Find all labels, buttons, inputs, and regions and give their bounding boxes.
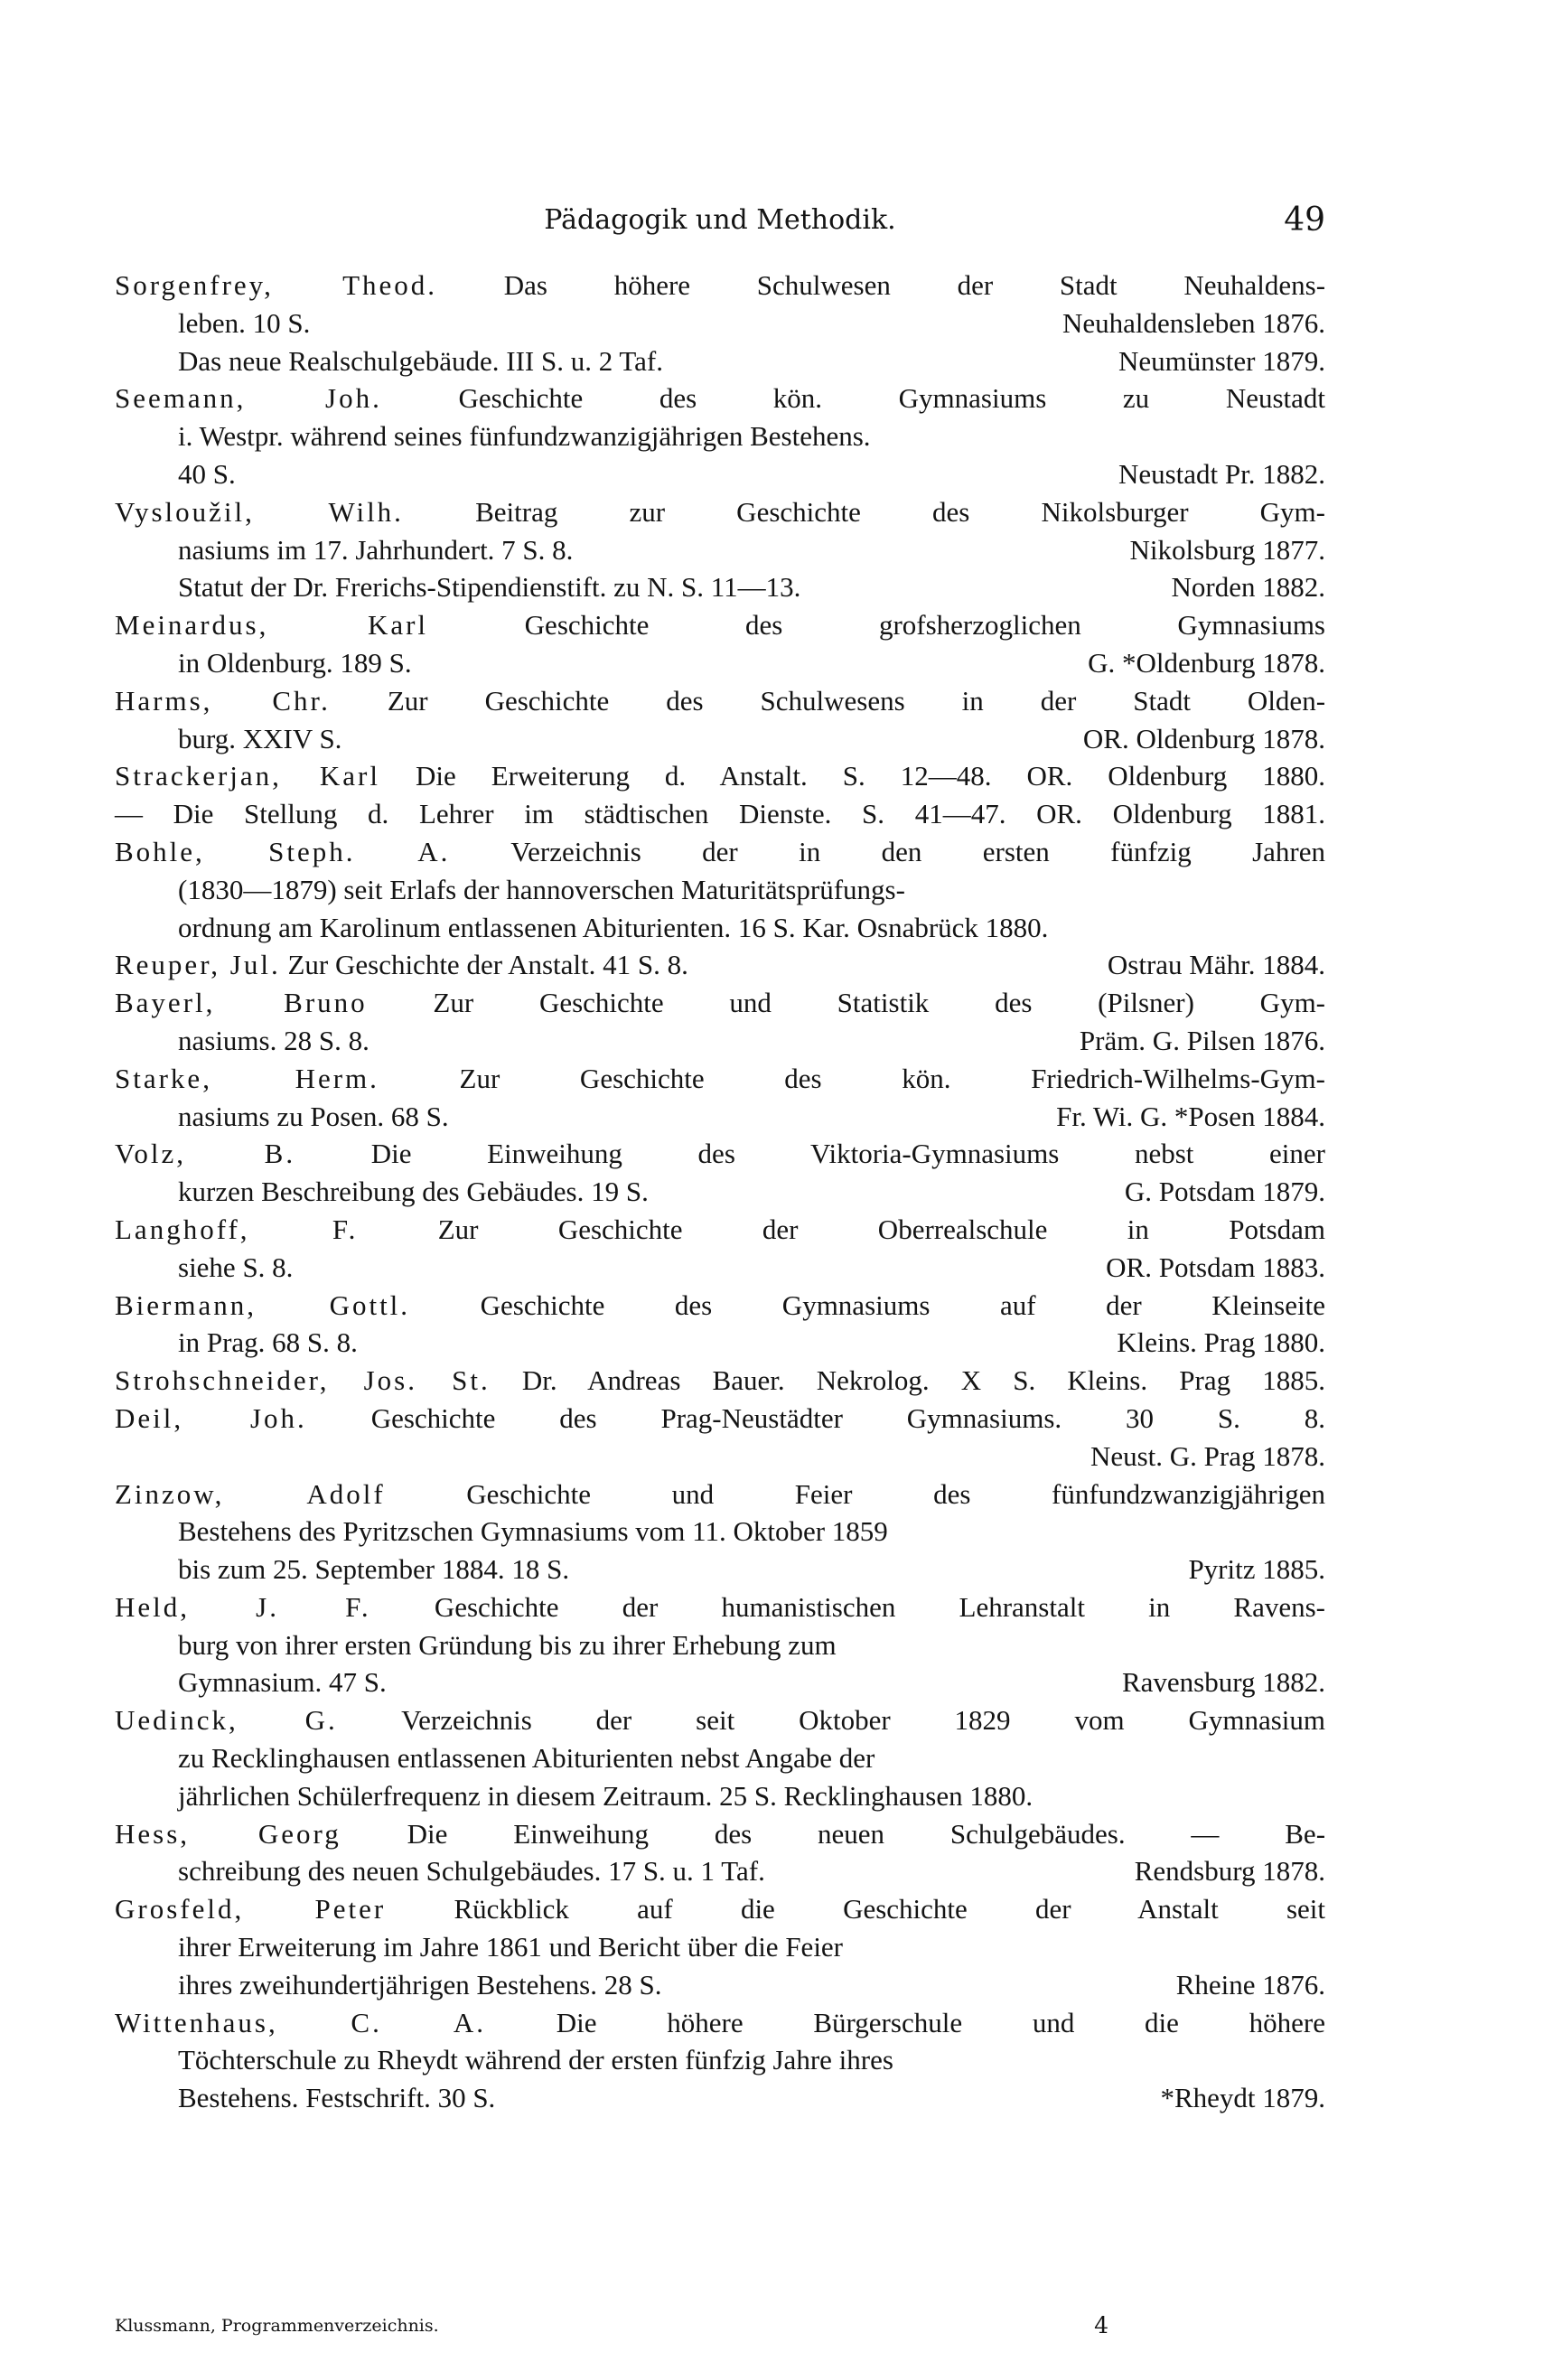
entry-author: Langhoff, F. (115, 1213, 359, 1245)
entry-text: schreibung des neuen Schulgebäudes. 17 S. u. 1 Taf. (178, 1855, 765, 1888)
entry-text: Gymnasium. 47 S. (178, 1666, 387, 1699)
entry-line (115, 606, 1325, 644)
entry-place-year: Neuhaldensleben 1876. (1062, 306, 1325, 339)
entry-author: Biermann, Gottl. (115, 1288, 411, 1321)
entry-text: Die höhere Bürgerschule und die höhere (556, 2006, 1326, 2038)
entry-place-year: Präm. G. Pilsen 1876. (1079, 1024, 1325, 1056)
entry-place-year: *Rheydt 1879. (1160, 2082, 1325, 2114)
entry-line (115, 1626, 1325, 1664)
entry-text: Verzeichnis der in den ersten fünfzig Jahren (510, 835, 1325, 867)
entry-text: Dr. Andreas Bauer. Nekrolog. X S. Kleins. Prag 1885. (521, 1364, 1325, 1397)
entry-text: Geschichte und Feier des fünfundzwanzigjährigen (466, 1477, 1326, 1510)
entry-text: siehe S. 8. (178, 1251, 294, 1283)
entry-line (115, 1852, 1325, 1890)
entry-text: in Oldenburg. 189 S. (178, 646, 412, 679)
entry-place-year: G. Potsdam 1879. (1124, 1176, 1325, 1208)
bibliography-entry (115, 682, 1325, 758)
entry-place-year: Kleins. Prag 1880. (1117, 1326, 1325, 1359)
footer (115, 2310, 1108, 2341)
entry-author: Seemann, Joh. (115, 382, 382, 415)
entry-text: Das neue Realschulgebäude. III S. u. 2 Taf. (178, 344, 664, 377)
entry-line (115, 720, 1325, 758)
page-number: 49 (1284, 201, 1325, 239)
entry-text: kurzen Beschreibung des Gebäudes. 19 S. (178, 1176, 649, 1208)
running-header (115, 195, 1325, 246)
entry-author: Bayerl, Bruno (115, 987, 368, 1019)
entry-line (115, 1739, 1325, 1777)
entry-place-year: Neumünster 1879. (1118, 344, 1325, 377)
entry-text: zu Recklinghausen entlassenen Abiturienten nebst Angabe der (178, 1742, 875, 1775)
entry-line (115, 2004, 1325, 2042)
entry-text: Das höhere Schulwesen der Stadt Neuhaldens- (503, 269, 1326, 301)
bibliography-entry (115, 757, 1325, 833)
entry-line (115, 946, 1325, 984)
entry-line (115, 1777, 1325, 1815)
entry-text: bis zum 25. September 1884. 18 S. (178, 1553, 570, 1586)
bibliography-entry (115, 946, 1325, 984)
entry-text: Geschichte des grofsherzoglichen Gymnasiums (524, 609, 1325, 642)
entry-place-year: Ravensburg 1882. (1121, 1666, 1325, 1699)
entry-text: Geschichte des Gymnasiums auf der Kleinseite (480, 1288, 1325, 1321)
entry-text: jährlichen Schülerfrequenz in diesem Zeitraum. 25 S. Recklinghausen 1880. (178, 1779, 1034, 1812)
entry-place-year: Rheine 1876. (1175, 1968, 1325, 2001)
entry-text: nasiums. 28 S. 8. (178, 1024, 369, 1056)
entry-line (115, 493, 1325, 531)
bibliography-entry (115, 984, 1325, 1060)
entry-line (115, 305, 1325, 342)
entry-place-year: Neust. G. Prag 1878. (1090, 1439, 1325, 1472)
entry-line (115, 568, 1325, 606)
entry-text: ordnung am Karolinum entlassenen Abiturienten. 16 S. Kar. Osnabrück 1880. (178, 911, 1049, 943)
entry-author: Zinzow, Adolf (115, 1477, 386, 1510)
entry-text: Rückblick auf die Geschichte der Anstalt seit (454, 1893, 1326, 1926)
entry-text: leben. 10 S. (178, 306, 311, 339)
entry-place-year: Fr. Wi. G. *Posen 1884. (1056, 1100, 1325, 1132)
entry-line (115, 342, 1325, 380)
entry-text: Die Erweiterung d. Anstalt. S. 12—48. OR. Oldenburg 1880. (415, 760, 1326, 792)
entry-author: Sorgenfrey, Theod. (115, 269, 438, 301)
entry-line (115, 1928, 1325, 1966)
bibliography-entry (115, 1287, 1325, 1363)
entry-place-year: G. *Oldenburg 1878. (1088, 646, 1325, 679)
entry-text: Zur Geschichte der Anstalt. 41 S. 8. (287, 949, 688, 981)
entry-text: Statut der Dr. Frerichs-Stipendienstift. zu N. S. 11—13. (178, 571, 801, 604)
entry-line (115, 2079, 1325, 2117)
entry-line (115, 1438, 1325, 1476)
bibliography-entry (115, 1211, 1325, 1287)
entry-place-year: Pyritz 1885. (1188, 1553, 1325, 1586)
signature-mark: 4 (1094, 2312, 1108, 2338)
bibliography-entry (115, 1588, 1325, 1701)
entry-line (115, 1249, 1325, 1287)
entry-text: — Die Stellung d. Lehrer im städtischen Dienste. S. 41—47. OR. Oldenburg 1881. (115, 798, 1325, 830)
entry-text: nasiums im 17. Jahrhundert. 7 S. 8. (178, 533, 574, 566)
bibliography-entry (115, 1476, 1325, 1588)
entry-line (115, 1362, 1325, 1400)
entry-line (115, 379, 1325, 417)
entry-text: burg. XXIV S. (178, 722, 342, 754)
entry-line (115, 1663, 1325, 1701)
entry-text: Verzeichnis der seit Oktober 1829 vom Gymnasium (401, 1704, 1325, 1737)
entry-author: Uedinck, G. (115, 1704, 338, 1737)
entry-line (115, 1400, 1325, 1438)
entry-author: Harms, Chr. (115, 684, 331, 717)
entry-author: Meinardus, Karl (115, 609, 429, 642)
header-title: Pädagogik und Methodik. (544, 204, 896, 236)
entry-line (115, 1476, 1325, 1513)
entry-author: Strohschneider, Jos. St. (115, 1364, 491, 1397)
entry-line (115, 1513, 1325, 1551)
entry-line (115, 1173, 1325, 1211)
bibliography-entry (115, 379, 1325, 492)
bibliography-entry (115, 1890, 1325, 2003)
entry-author: Hess, Georg (115, 1817, 341, 1850)
entry-text: Die Einweihung des Viktoria-Gymnasiums nebst einer (370, 1138, 1325, 1170)
entry-text: Zur Geschichte des Schulwesens in der Stadt Olden- (387, 684, 1326, 717)
entry-line (115, 757, 1325, 795)
entry-line (115, 531, 1325, 569)
entry-line (115, 417, 1325, 455)
entry-lead (115, 946, 688, 984)
entry-text: Beitrag zur Geschichte des Nikolsburger Gym- (475, 495, 1325, 528)
entry-text: Die Einweihung des neuen Schulgebäudes. — Be- (407, 1817, 1326, 1850)
entry-text: 40 S. (178, 457, 236, 490)
entry-line (115, 1551, 1325, 1588)
entry-text: Zur Geschichte und Statistik des (Pilsner) Gym- (433, 987, 1325, 1019)
bibliography-entry (115, 1400, 1325, 1476)
entry-author: Reuper, Jul. (115, 949, 281, 981)
entry-text: burg von ihrer ersten Gründung bis zu ihrer Erhebung zum (178, 1628, 837, 1661)
entry-text: nasiums zu Posen. 68 S. (178, 1100, 449, 1132)
entry-line (115, 1890, 1325, 1928)
entry-place-year: OR. Potsdam 1883. (1106, 1251, 1325, 1283)
entry-line (115, 1211, 1325, 1249)
entry-line (115, 795, 1325, 833)
bibliography-entry (115, 1815, 1325, 1891)
entry-line (115, 909, 1325, 947)
entry-line (115, 1701, 1325, 1739)
entry-text: Bestehens des Pyritzschen Gymnasiums vom 11. Oktober 1859 (178, 1515, 888, 1548)
entry-line (115, 833, 1325, 871)
entry-text: Töchterschule zu Rheydt während der ersten fünfzig Jahre ihres (178, 2044, 893, 2076)
entry-line (115, 1022, 1325, 1060)
entry-line (115, 267, 1325, 305)
entry-line (115, 1324, 1325, 1362)
bibliography-entry (115, 1060, 1325, 1136)
entry-text: Bestehens. Festschrift. 30 S. (178, 2082, 496, 2114)
entry-text: ihrer Erweiterung im Jahre 1861 und Bericht über die Feier (178, 1931, 844, 1963)
entry-line (115, 984, 1325, 1022)
entry-line (115, 1815, 1325, 1853)
entry-text: Geschichte der humanistischen Lehranstalt in Ravens- (434, 1590, 1325, 1623)
entry-author: Deil, Joh. (115, 1401, 307, 1434)
bibliography-entry (115, 1135, 1325, 1211)
entry-line (115, 682, 1325, 720)
entry-author: Wittenhaus, C. A. (115, 2006, 487, 2038)
footer-text: Klussmann, Programmenverzeichnis. (115, 2316, 439, 2336)
entry-place-year: Neustadt Pr. 1882. (1118, 457, 1325, 490)
entry-line (115, 644, 1325, 682)
bibliography-entry (115, 2004, 1325, 2117)
entry-place-year: Rendsburg 1878. (1134, 1855, 1325, 1888)
entry-line (115, 1098, 1325, 1136)
entry-place-year: Ostrau Mähr. 1884. (1107, 949, 1325, 981)
entry-line (115, 1966, 1325, 2004)
entry-text: Zur Geschichte der Oberrealschule in Potsdam (437, 1213, 1326, 1245)
entry-text: i. Westpr. während seines fünfundzwanzigjährigen Bestehens. (178, 420, 871, 453)
entry-place-year: OR. Oldenburg 1878. (1082, 722, 1325, 754)
entry-line (115, 1588, 1325, 1626)
bibliography-entry (115, 833, 1325, 946)
entry-line (115, 871, 1325, 909)
entry-text: Zur Geschichte des kön. Friedrich-Wilhelms-Gym- (459, 1062, 1325, 1094)
entry-line (115, 1060, 1325, 1098)
entry-author: Bohle, Steph. A. (115, 835, 451, 867)
entry-author: Vysloužil, Wilh. (115, 495, 404, 528)
entry-author: Grosfeld, Peter (115, 1893, 387, 1926)
bibliography-entry (115, 1362, 1325, 1400)
entry-author: Volz, B. (115, 1138, 296, 1170)
entry-text: (1830—1879) seit Erlafs der hannoverschen Maturitätsprüfungs- (178, 873, 905, 905)
entry-text: Geschichte des Prag-Neustädter Gymnasiums. 30 S. 8. (370, 1401, 1325, 1434)
entry-text: Geschichte des kön. Gymnasiums zu Neustadt (458, 382, 1326, 415)
entry-line (115, 1287, 1325, 1325)
entry-author: Starke, Herm. (115, 1062, 379, 1094)
entry-author: Strackerjan, Karl (115, 760, 380, 792)
bibliography-entry (115, 493, 1325, 606)
entry-line (115, 2041, 1325, 2079)
entry-place-year: Norden 1882. (1171, 571, 1325, 604)
entry-place-year: Nikolsburg 1877. (1129, 533, 1325, 566)
entry-text: ihres zweihundertjährigen Bestehens. 28 S. (178, 1968, 662, 2001)
entry-text: in Prag. 68 S. 8. (178, 1326, 358, 1359)
entry-line (115, 1135, 1325, 1173)
bibliography-entry (115, 606, 1325, 682)
bibliography-entry (115, 1701, 1325, 1814)
bibliography-entry (115, 267, 1325, 379)
bibliography-list (115, 267, 1325, 2117)
entry-line (115, 455, 1325, 493)
entry-author: Held, J. F. (115, 1590, 371, 1623)
